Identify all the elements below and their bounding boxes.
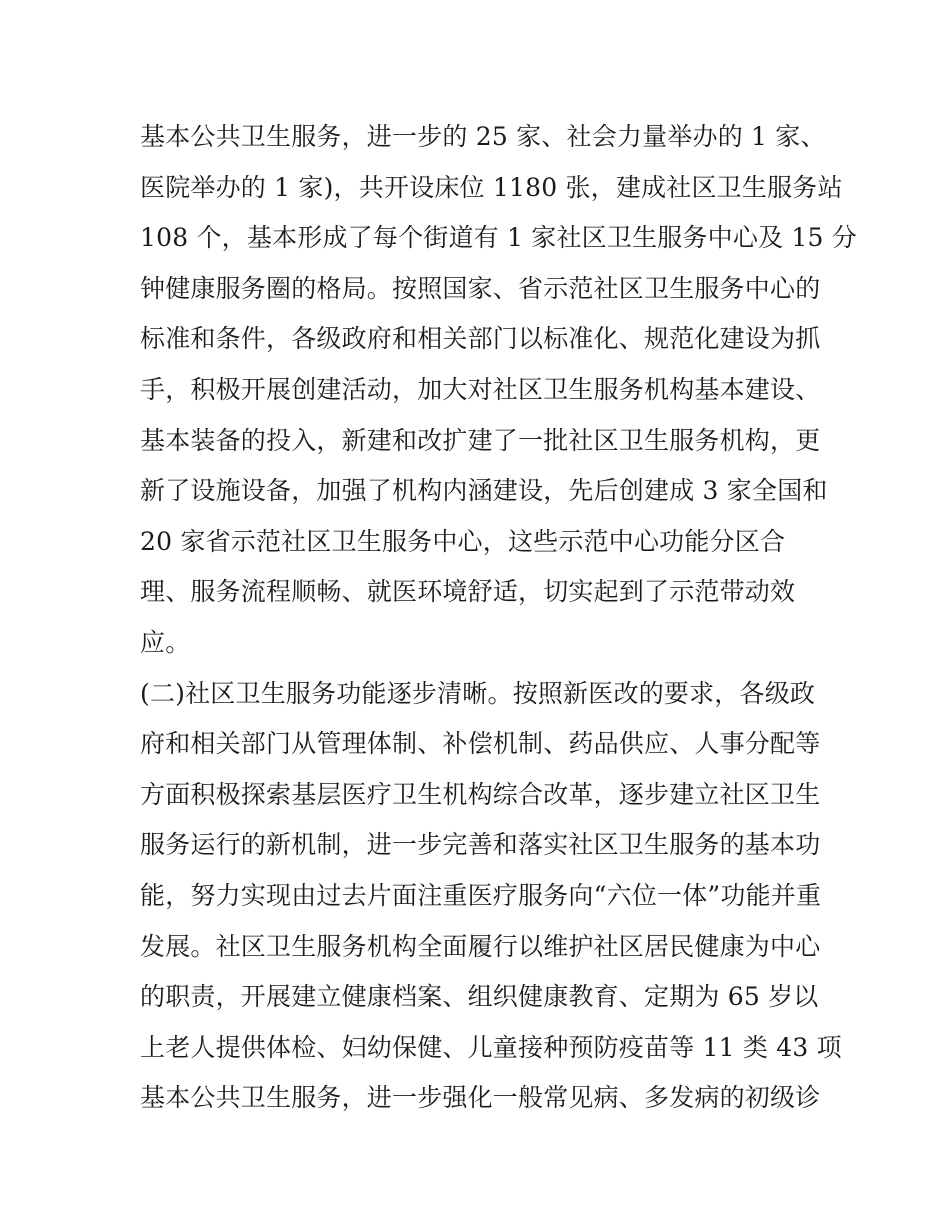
text-line: 的职责，开展建立健康档案、组织健康教育、定期为 65 岁以 [140, 982, 819, 1012]
text-line: 发展。社区卫生服务机构全面履行以维护社区居民健康为中心 [140, 931, 821, 961]
text-line: 基本公共卫生服务，进一步强化一般常见病、多发病的初级诊 [140, 1083, 821, 1113]
text-line: 新了设施设备，加强了机构内涵建设，先后创建成 3 家全国和 [140, 476, 828, 506]
text-line: 应。 [140, 627, 191, 657]
text-line: 上老人提供体检、妇幼保健、儿童接种预防疫苗等 11 类 43 项 [140, 1032, 842, 1062]
text-line: 服务运行的新机制，进一步完善和落实社区卫生服务的基本功 [140, 830, 821, 860]
text-line: 医院举办的 1 家)，共开设床位 1180 张，建成社区卫生服务站 [140, 172, 843, 202]
text-line: 理、服务流程顺畅、就医环境舒适，切实起到了示范带动效 [140, 577, 796, 607]
text-line: 手，积极开展创建活动，加大对社区卫生服务机构基本建设、 [140, 374, 821, 404]
text-line: 基本装备的投入，新建和改扩建了一批社区卫生服务机构，更 [140, 425, 821, 455]
text-line: 方面积极探索基层医疗卫生机构综合改革，逐步建立社区卫生 [140, 779, 821, 809]
text-line: 能，努力实现由过去片面注重医疗服务向“六位一体”功能并重 [140, 880, 822, 910]
text-line: 108 个，基本形成了每个街道有 1 家社区卫生服务中心及 15 分 [140, 223, 857, 253]
body-text [140, 112, 857, 1124]
text-line: 基本公共卫生服务，进一步的 25 家、社会力量举办的 1 家、 [140, 122, 826, 151]
text-line: 20 家省示范社区卫生服务中心，这些示范中心功能分区合 [140, 526, 786, 556]
text-line: 钟健康服务圈的格局。按照国家、省示范社区卫生服务中心的 [140, 273, 821, 303]
text-line: 标准和条件，各级政府和相关部门以标准化、规范化建设为抓 [140, 324, 821, 354]
section-heading-line: (二)社区卫生服务功能逐步清晰。按照新医改的要求，各级政 [140, 678, 816, 708]
text-line: 府和相关部门从管理体制、补偿机制、药品供应、人事分配等 [140, 729, 821, 759]
